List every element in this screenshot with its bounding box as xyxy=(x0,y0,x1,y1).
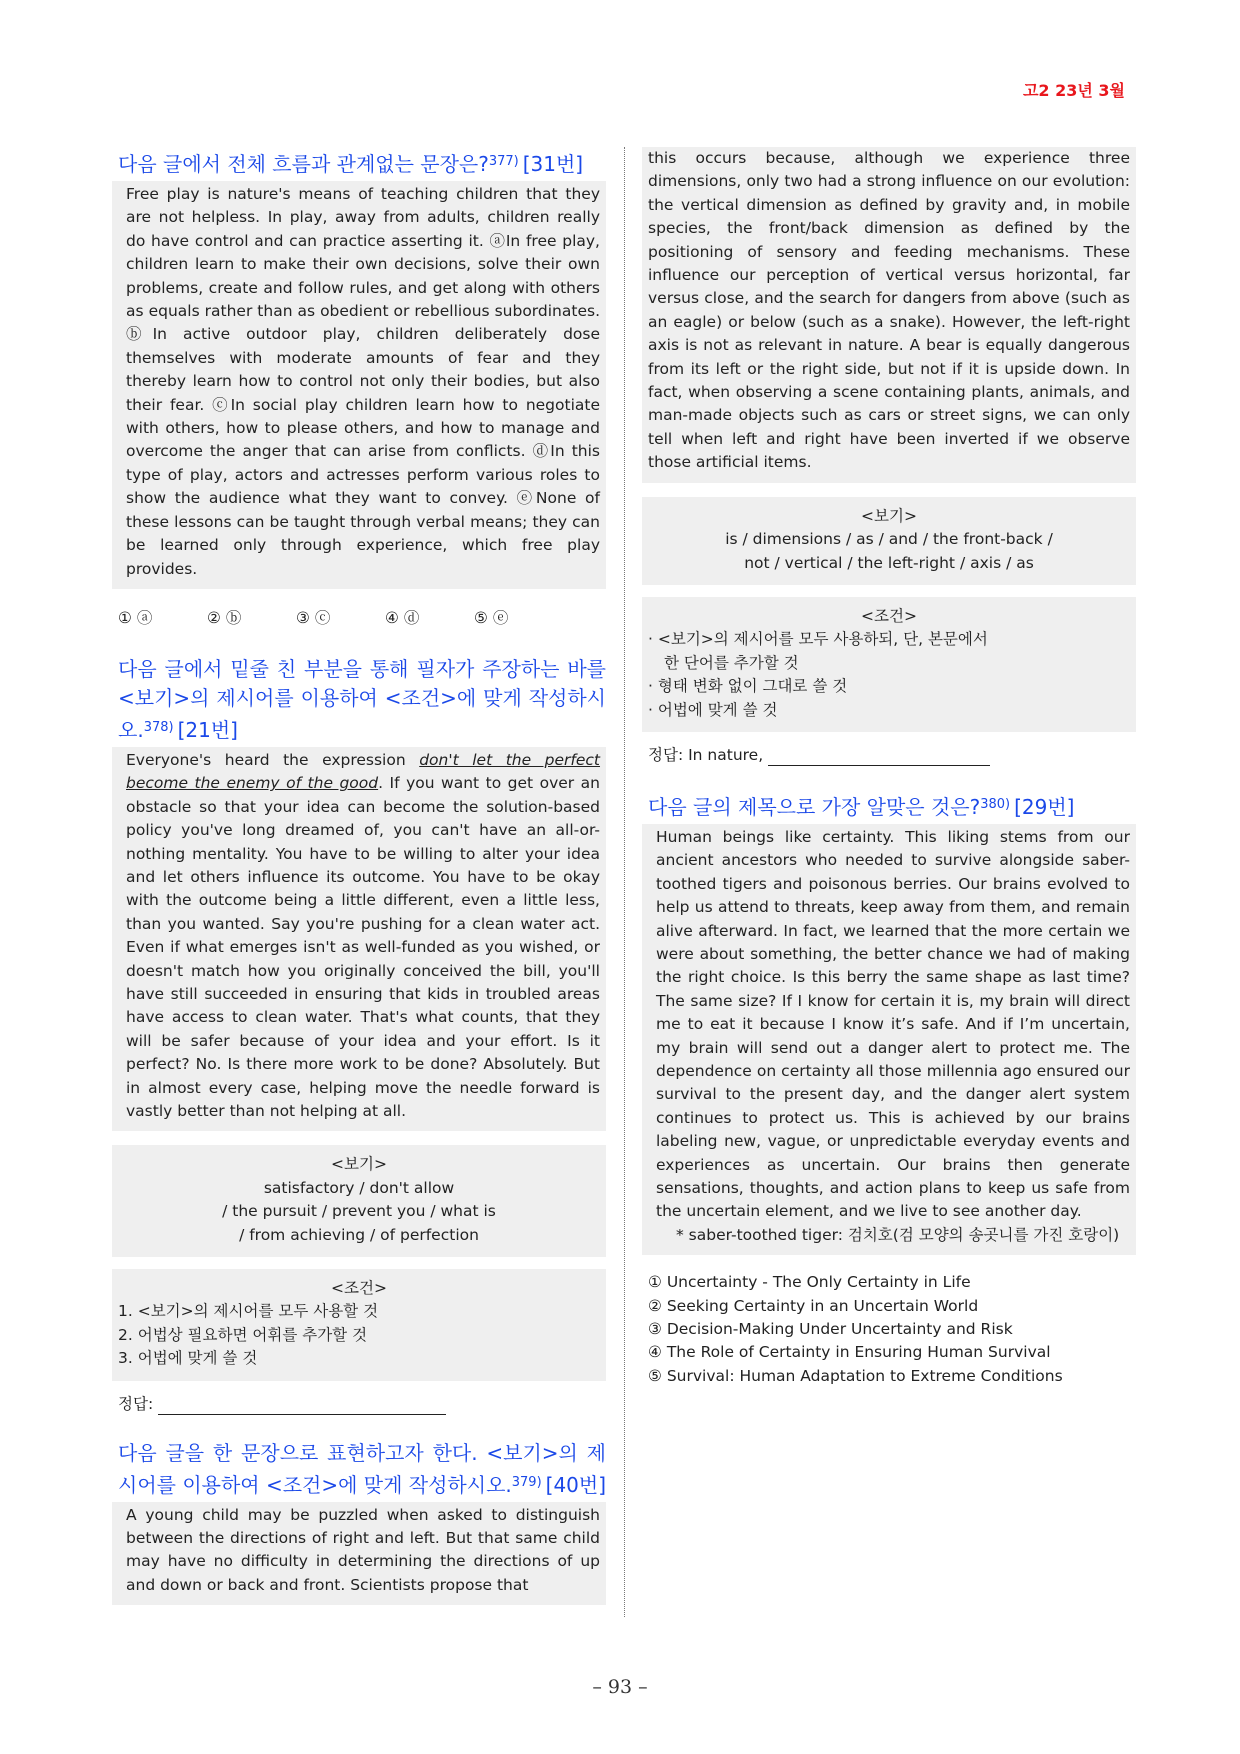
question-379-answer xyxy=(648,744,1136,766)
question-378-bogi-box xyxy=(112,1145,606,1257)
answer-blank[interactable] xyxy=(768,747,990,766)
footnote-ref-377: 377) xyxy=(488,154,519,169)
question-379-number: [40번] xyxy=(545,1472,607,1497)
question-377-title: 다음 글에서 전체 흐름과 관계없는 문장은?$^{377)}$ [31번] xyxy=(118,152,584,176)
question-379-bogi-box xyxy=(642,497,1136,585)
answer-blank[interactable] xyxy=(158,1396,446,1415)
question-379-passage-part2: this occurs because, although we experience three dimensions, only two had a strong influence on our evolution: the vertical dimension as defined by gravity and, in mobile species, the front/back dimension as defined by the positioning of sensory and feeding mechanisms. These influence our perception of vertical versus horizontal, far versus close, and the search for dangers from above (such as an eagle) or below (such as a snake). However, the left-right axis is not as relevant in nature. A bear is equally dangerous from its left or the right side, but not if it is upside down. In fact, when observing a scene containing plants, animals, and man-made objects such as cars or street signs, we can only tell when left and right have been inverted if we observe those artificial items. xyxy=(642,147,1136,483)
question-379-passage-part1: A young child may be puzzled when asked to distinguish between the directions of right and left. But that same child may have no difficulty in determining the directions of up and down or back and front. Scientists propose that xyxy=(112,1502,606,1606)
option-2[interactable]: ② Seeking Certainty in an Uncertain World xyxy=(648,1296,979,1315)
option-3[interactable]: ③ ⓒ xyxy=(296,608,331,627)
condition-item: 한 단어를 추가할 것 xyxy=(664,653,799,672)
condition-title: <조건> xyxy=(861,606,917,625)
bogi-title: <보기> xyxy=(861,506,917,525)
left-column xyxy=(112,147,606,1619)
condition-item: · 형태 변화 없이 그대로 쓸 것 xyxy=(648,677,848,696)
question-377-number: [31번] xyxy=(522,152,584,176)
answer-label: 정답: In nature, xyxy=(648,745,764,764)
footnote-ref-378: 378) xyxy=(143,719,174,735)
option-1[interactable]: ① Uncertainty - The Only Certainty in Life xyxy=(648,1273,971,1292)
condition-item: · <보기>의 제시어를 모두 사용하되, 단, 본문에서 xyxy=(648,630,988,649)
right-column xyxy=(642,147,1136,1388)
question-378-condition-box xyxy=(112,1269,606,1381)
question-378-answer xyxy=(118,1393,606,1415)
option-4[interactable]: ④ ⓓ xyxy=(385,608,420,627)
underlined-phrase: don't let the perfect become the enemy of the good xyxy=(126,750,601,793)
question-379-condition-box xyxy=(642,597,1136,732)
bogi-line: satisfactory / don't allow xyxy=(263,1178,455,1197)
condition-title: <조건> xyxy=(331,1279,387,1298)
column-divider xyxy=(624,147,625,1617)
question-380-options xyxy=(648,1271,1136,1388)
condition-item: 3. 어법에 맞게 쓸 것 xyxy=(118,1349,258,1368)
bogi-line: not / vertical / the left-right / axis / as xyxy=(744,553,1034,572)
question-377-options xyxy=(118,607,606,629)
passage-footnote: * saber-toothed tiger: 검치호(검 모양의 송곳니를 가진 호랑이) xyxy=(676,1225,1120,1244)
condition-item: 2. 어법상 필요하면 어휘를 추가할 것 xyxy=(118,1325,368,1344)
question-380-number: [29번] xyxy=(1014,794,1075,819)
page-number: – 93 – xyxy=(592,1676,648,1698)
bogi-title: <보기> xyxy=(331,1155,387,1174)
option-4[interactable]: ④ The Role of Certainty in Ensuring Human Survival xyxy=(648,1343,1051,1362)
bogi-line: is / dimensions / as / and / the front-back / xyxy=(725,530,1053,549)
option-3[interactable]: ③ Decision-Making Under Uncertainty and Risk xyxy=(648,1320,1013,1339)
footnote-ref-379: 379) xyxy=(511,1474,542,1490)
footnote-ref-380: 380) xyxy=(980,796,1011,812)
question-380-passage: Human beings like certainty. This liking stems from our ancient ancestors who needed to survive alongside saber-toothed tigers and poisonous berries. Our brains evolved to help us attend to threats, keep away from them, and remain alive afterward. In fact, we learned that the more certain we were about something, the better chance we had of making the right choice. Is this berry the same shape as last time? The same size? If I know for certain it is, my brain will direct me to eat it because I know it’s safe. And if I’m uncertain, my brain will send out a danger alert to protect me. The dependence on certainty all those millennia ago ensured our survival to the present day, and the danger alert system continues to protect us. This is achieved by our brains labeling new, vague, or unpredictable everyday events and experiences as uncertain. Our brains then generate sensations, thoughts, and action plans to keep us safe from the uncertain element, and we live to see another day. * saber-toothed tiger: 검치호(검 모양의 송곳니를 가진 호랑이) xyxy=(642,824,1136,1255)
condition-item: · 어법에 맞게 쓸 것 xyxy=(648,700,778,719)
question-378-title: 다음 글에서 밑줄 친 부분을 통해 필자가 주장하는 바를 <보기>의 제시어를 이용하여 <조건>에 맞게 작성하시오.$^{378)}$ [21번] xyxy=(118,656,606,742)
answer-label: 정답: xyxy=(118,1394,154,1413)
option-2[interactable]: ② ⓑ xyxy=(207,608,242,627)
condition-item: 1. <보기>의 제시어를 모두 사용할 것 xyxy=(118,1302,379,1321)
question-377-passage: Free play is nature's means of teaching children that they are not helpless. In play, away from adults, children really do have control and can practice asserting it. ⓐIn free play, children learn to make their own decisions, solve their own problems, create and follow rules, and get along with others as equals rather than as obedient or rebellious subordinates. ⓑIn active outdoor play, children deliberately dose themselves with moderate amounts of fear and they thereby learn how to control not only their bodies, but also their fear. ⓒIn social play children learn how to negotiate with others, how to please others, and how to manage and overcome the anger that can arise from conflicts. ⓓIn this type of play, actors and actresses perform various roles to show the audience what they want to convey. ⓔNone of these lessons can be taught through verbal means; they can be learned only through experience, which free play provides. xyxy=(112,181,606,589)
option-5[interactable]: ⑤ Survival: Human Adaptation to Extreme Conditions xyxy=(648,1366,1063,1385)
question-378-number: [21번] xyxy=(177,717,238,742)
question-378-passage: Everyone's heard the expression don't let the perfect become the enemy of the good. If you want to get over an obstacle so that your idea can become the solution-based policy you've long dreamed of, you can't have an all-or-nothing mentality. You have to be willing to alter your idea and let others influence its outcome. You have to be okay with the outcome being a little different, even a little less, than you wanted. Say you're pushing for a clean water act. Even if what emerges isn't as well-funded as you wished, or doesn't match how you originally conceived the bill, you'll have still succeeded in ensuring that kids in troubled areas have access to clean water. That's what counts, that they will be safer because of your idea and your effort. Is it perfect? No. Is there more work to be done? Absolutely. But in almost every case, helping move the needle forward is vastly better than not helping at all. xyxy=(112,747,606,1132)
question-379-title: 다음 글을 한 문장으로 표현하고자 한다. <보기>의 제시어를 이용하여 <조건>에 맞게 작성하시오.$^{379)}$ [40번] xyxy=(118,1440,607,1497)
option-5[interactable]: ⑤ ⓔ xyxy=(474,608,509,627)
bogi-line: / the pursuit / prevent you / what is xyxy=(222,1202,496,1221)
bogi-line: / from achieving / of perfection xyxy=(239,1225,479,1244)
option-1[interactable]: ① ⓐ xyxy=(118,608,153,627)
question-380-title: 다음 글의 제목으로 가장 알맞은 것은?$^{380)}$ [29번] xyxy=(648,794,1075,819)
exam-label: 고2 23년 3월 xyxy=(1022,81,1125,100)
